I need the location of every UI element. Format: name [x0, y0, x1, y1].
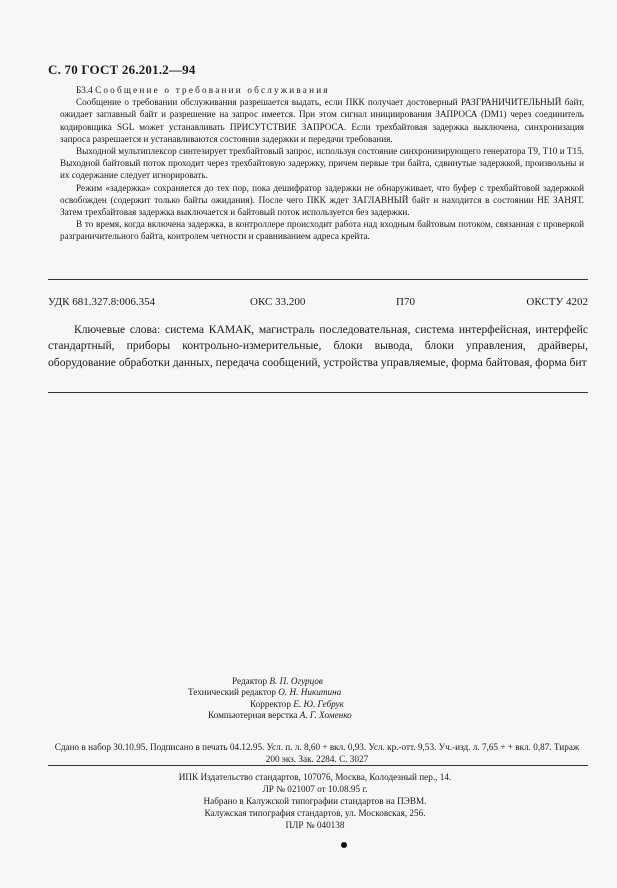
staff-layout — [208, 710, 532, 721]
staff-role: Технический редактор — [188, 687, 276, 698]
staff-name: В. П. Огурцов — [269, 676, 323, 686]
divider-top — [48, 279, 588, 280]
okstu-code: ОКСТУ 4202 — [526, 296, 588, 308]
staff-tech-editor — [188, 687, 532, 698]
section-number: Б3.4 — [76, 85, 93, 95]
page-title: С. 70 ГОСТ 26.201.2—94 — [48, 62, 196, 77]
staff-name: О. Н. Никитина — [278, 687, 342, 698]
paragraph: В то время, когда включена задержка, в контроллере происходит работа над входным байтовым потоком, связанная с проверкой разграничительного байта, контролем четности и сравниванием адреса крейта. — [60, 219, 584, 242]
publisher-info — [150, 771, 480, 831]
staff-role: Корректор — [250, 698, 291, 709]
group-code: П70 — [396, 296, 415, 308]
staff-editor — [232, 676, 532, 687]
divider-bottom — [48, 392, 588, 393]
publisher-line: Калужская типография стандартов, ул. Московская, 256. — [204, 808, 426, 818]
section-title: Сообщение о требовании обслуживания — [95, 85, 330, 95]
keywords-text: Ключевые слова: система КАМАК, магистраль последовательная, система интерфейсная, интерфейс стандартный, приборы контрольно-измерительные, блоки вывода, блоки управления, драйверы, оборудование обработки данных, передача сообщений, устройства управляемые, форма байтовая, форма бит — [48, 323, 588, 369]
keywords — [48, 322, 588, 371]
section-b3-4 — [60, 84, 584, 243]
staff-role: Редактор — [232, 676, 268, 686]
publisher-line: ЛР № 021007 от 10.08.95 г. — [262, 784, 368, 794]
paragraph: Сообщение о требовании обслуживания разрешается выдать, если ПКК получает достоверный РАЗГРАНИЧИТЕЛЬНЫЙ байт, ожидает заглавный байт и разрешение на запрос имеется. При этом сигнал инициирования ЗАПРОСА (DM1) через соединитель кодировщика SGL может устанавливать ПРИСУТСТВИЕ ЗАПРОСА. Если трехбайтовая задержка выключена, синхронизация запроса разрешается и устанавливаются состояния задержки и передачи требования. — [60, 97, 584, 144]
print-info: Сдано в набор 30.10.95. Подписано в печать 04.12.95. Усл. п. л. 8,60 + вкл. 0,93. Усл. кр.-отт. 9,53. Уч.-изд. л. 7,65 + + вкл. 0,87. Тираж 200 экз. Зак. 2284. С. 3027 — [54, 742, 580, 764]
publisher-line: ИПК Издательство стандартов, 107076, Москва, Колодезный пер., 14. — [178, 772, 452, 782]
staff-name: Е. Ю. Гебрук — [293, 698, 344, 709]
staff-corrector — [250, 699, 532, 710]
bullet-mark — [341, 842, 347, 848]
classification-line — [48, 296, 588, 310]
staff-name: А. Г. Хоменко — [299, 710, 352, 721]
publisher-line: ПЛР № 040138 — [285, 820, 345, 830]
staff-role: Компьютерная верстка — [208, 710, 298, 721]
divider-imprint — [48, 765, 588, 766]
paragraph: Режим «задержка» сохраняется до тех пор, пока дешифратор задержки не обнаруживает, что буфер с трехбайтовой задержкой освобожден (содержит только байты ожидания). После чего ПКК ждет ЗАГЛАВНЫЙ байт и находится в состоянии НЕ ЗАНЯТ. Затем трехбайтовая задержка выключается и байтовый поток используется без задержки. — [60, 182, 584, 218]
section-heading — [60, 84, 584, 96]
paragraph: Выходной мультиплексор синтезирует трехбайтовый запрос, используя состояние синхронизирующего генератора Т9, Т10 и Т15. Выходной байтовый поток проходит через трехбайтовую задержку, причем первые три байта, сдвинутые задержкой, произвольны и их содержание следует игнорировать. — [60, 146, 585, 181]
publisher-line: Набрано в Калужской типографии стандартов на ПЭВМ. — [203, 796, 427, 806]
oks-code: ОКС 33.200 — [250, 296, 306, 308]
editorial-staff — [188, 676, 532, 722]
udk-code: УДК 681.327.8:006.354 — [48, 296, 156, 308]
